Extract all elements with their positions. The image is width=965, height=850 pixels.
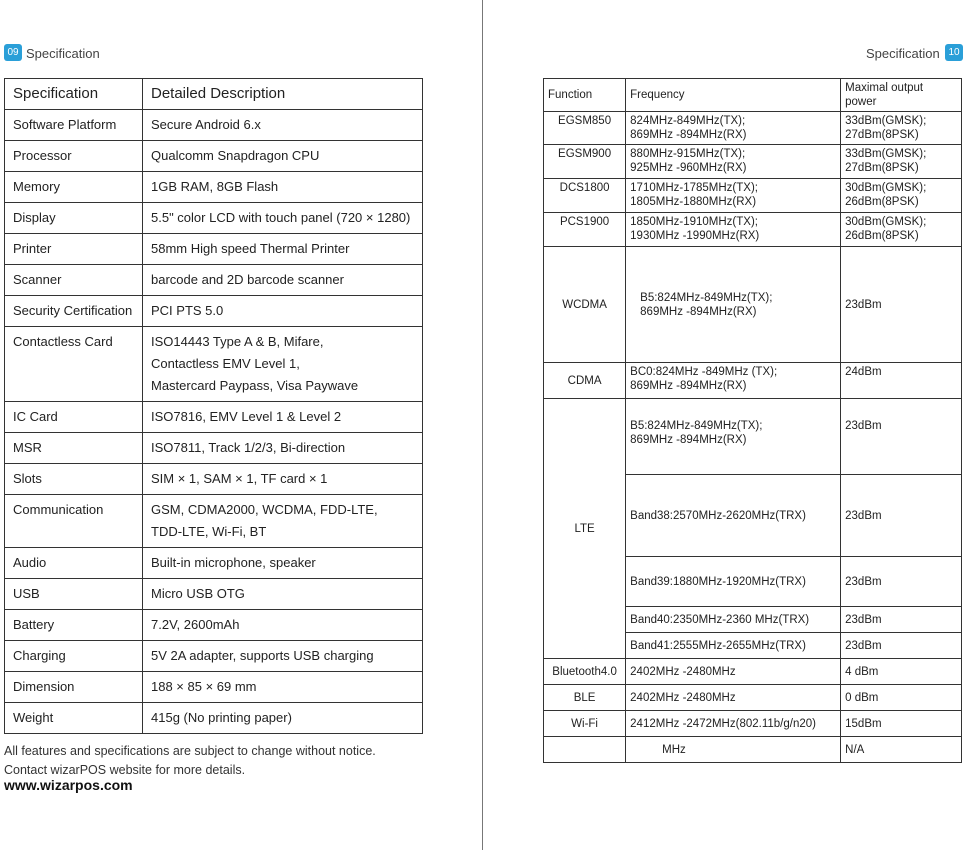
output-power: 0 dBm — [841, 685, 962, 711]
frequency-range: 2402MHz -2480MHz — [626, 659, 841, 685]
spec-name: Weight — [5, 703, 143, 734]
cell-line: 24dBm — [845, 366, 882, 378]
cell-line: 1710MHz-1785MHz(TX); — [630, 182, 758, 194]
cell-line: Qualcomm Snapdragon CPU — [151, 148, 320, 163]
table-row — [5, 495, 423, 548]
cell-line: Band40:2350MHz-2360 MHz(TRX) — [630, 613, 810, 626]
table-row — [5, 234, 423, 265]
cell-line: ISO7811, Track 1/2/3, Bi-direction — [151, 440, 346, 455]
output-power: 23dBm — [841, 607, 962, 633]
output-power: 15dBm — [841, 711, 962, 737]
table-row — [5, 672, 423, 703]
output-power: 4 dBm — [841, 659, 962, 685]
table-row — [544, 363, 962, 399]
table-row — [5, 579, 423, 610]
table-row — [5, 610, 423, 641]
page-number-badge-right: 10 — [945, 44, 963, 61]
disclaimer-line: All features and specifications are subject to change without notice. — [4, 744, 376, 758]
spec-description — [143, 610, 423, 641]
cell-line: 26dBm(8PSK) — [845, 196, 919, 208]
cell-line: Contactless EMV Level 1, — [151, 356, 300, 371]
spec-description — [143, 641, 423, 672]
page-header-left: Specification — [26, 46, 100, 61]
cell-line: Built-in microphone, speaker — [151, 555, 316, 570]
spec-description — [143, 141, 423, 172]
spec-description — [143, 203, 423, 234]
spec-description — [143, 296, 423, 327]
spec-description — [143, 172, 423, 203]
spec-description — [143, 579, 423, 610]
table-row — [544, 145, 962, 179]
cell-line: 1GB RAM, 8GB Flash — [151, 179, 279, 194]
cell-line: 824MHz-849MHz(TX); — [630, 115, 746, 127]
spec-name: IC Card — [5, 402, 143, 433]
cell-line: B5:824MHz-849MHz(TX); — [640, 291, 773, 304]
spec-name: Software Platform — [5, 110, 143, 141]
cell-line: B5:824MHz-849MHz(TX); — [630, 420, 763, 432]
frequency-range — [626, 213, 841, 247]
cell-line: 7.2V, 2600mAh — [151, 617, 240, 632]
column-header: Maximal output power — [841, 79, 962, 112]
cell-line: GSM, CDMA2000, WCDMA, FDD-LTE, — [151, 502, 378, 517]
output-power — [841, 179, 962, 213]
spec-description — [143, 234, 423, 265]
table-row — [5, 433, 423, 464]
frequency-range: 2402MHz -2480MHz — [626, 685, 841, 711]
function-name: EGSM900 — [544, 145, 626, 179]
page-divider — [482, 0, 483, 850]
spec-description — [143, 703, 423, 734]
table-header-row — [5, 79, 423, 110]
frequency-range — [626, 179, 841, 213]
cell-line: 30dBm(GMSK); — [845, 216, 927, 228]
frequency-range — [626, 247, 841, 363]
column-header: Function — [544, 79, 626, 112]
cell-line: 1930MHz -1990MHz(RX) — [630, 230, 760, 242]
spec-name: Printer — [5, 234, 143, 265]
frequency-range — [626, 633, 841, 659]
disclaimer-notes — [4, 742, 376, 780]
table-row — [5, 548, 423, 579]
table-row — [5, 203, 423, 234]
cell-line: Band39:1880MHz-1920MHz(TRX) — [630, 575, 806, 588]
cell-line: 415g (No printing paper) — [151, 710, 292, 725]
cell-line: 27dBm(8PSK) — [845, 129, 919, 141]
column-header: Specification — [5, 79, 143, 110]
table-row — [544, 213, 962, 247]
spec-name: Security Certification — [5, 296, 143, 327]
table-header-row — [544, 79, 962, 112]
cell-line: 58mm High speed Thermal Printer — [151, 241, 350, 256]
spec-name: Slots — [5, 464, 143, 495]
spec-description — [143, 433, 423, 464]
spec-description — [143, 548, 423, 579]
function-name: LTE — [544, 399, 626, 659]
table-row — [5, 265, 423, 296]
page-header-right: Specification — [866, 46, 940, 61]
spec-name: USB — [5, 579, 143, 610]
function-name: WCDMA — [544, 247, 626, 363]
table-row — [544, 247, 962, 363]
spec-name: Dimension — [5, 672, 143, 703]
table-row — [544, 737, 962, 763]
spec-name: Communication — [5, 495, 143, 548]
cell-line: 5V 2A adapter, supports USB charging — [151, 648, 374, 663]
cell-line: 30dBm(GMSK); — [845, 182, 927, 194]
table-row — [5, 464, 423, 495]
frequency-range — [626, 607, 841, 633]
spec-description — [143, 464, 423, 495]
cell-line: ISO7816, EMV Level 1 & Level 2 — [151, 409, 342, 424]
function-name: PCS1900 — [544, 213, 626, 247]
function-name: Bluetooth4.0 — [544, 659, 626, 685]
cell-line: 33dBm(GMSK); — [845, 115, 927, 127]
cell-line: 5.5" color LCD with touch panel (720 × 1280) — [151, 210, 411, 225]
output-power — [841, 112, 962, 145]
spec-description — [143, 672, 423, 703]
cell-line: 1805MHz-1880MHz(RX) — [630, 196, 757, 208]
output-power: 23dBm — [841, 399, 962, 475]
function-name: CDMA — [544, 363, 626, 399]
spec-description — [143, 265, 423, 296]
table-row — [5, 402, 423, 433]
function-name: BLE — [544, 685, 626, 711]
function-name — [544, 737, 626, 763]
table-row — [5, 327, 423, 402]
column-header: Frequency — [626, 79, 841, 112]
frequency-range — [626, 399, 841, 475]
output-power: 23dBm — [841, 557, 962, 607]
spec-name: Scanner — [5, 265, 143, 296]
cell-line: barcode and 2D barcode scanner — [151, 272, 344, 287]
cell-line: 869MHz -894MHz(RX) — [630, 380, 747, 392]
spec-name: Display — [5, 203, 143, 234]
function-name: DCS1800 — [544, 179, 626, 213]
spec-name: Battery — [5, 610, 143, 641]
table-row — [5, 703, 423, 734]
output-power: 23dBm — [841, 475, 962, 557]
table-row — [544, 685, 962, 711]
table-row — [5, 141, 423, 172]
frequency-range — [626, 363, 841, 399]
spec-description — [143, 110, 423, 141]
spec-description — [143, 327, 423, 402]
cell-line: 26dBm(8PSK) — [845, 230, 919, 242]
output-power — [841, 247, 962, 363]
output-power: 23dBm — [841, 633, 962, 659]
page-number-badge-left: 09 — [4, 44, 22, 61]
spec-description — [143, 402, 423, 433]
column-header: Detailed Description — [143, 79, 423, 110]
cell-line: Mastercard Paypass, Visa Paywave — [151, 378, 359, 393]
frequency-range — [626, 145, 841, 179]
cell-line: Band41:2555MHz-2655MHz(TRX) — [630, 639, 806, 652]
cell-line: 925MHz -960MHz(RX) — [630, 162, 747, 174]
output-power — [841, 363, 962, 399]
frequency-range — [626, 112, 841, 145]
output-power — [841, 145, 962, 179]
table-row — [5, 296, 423, 327]
frequency-range — [626, 557, 841, 607]
frequency-range: 2412MHz -2472MHz(802.11b/g/n20) — [626, 711, 841, 737]
table-row — [544, 179, 962, 213]
cell-line: 880MHz-915MHz(TX); — [630, 148, 746, 160]
function-name: EGSM850 — [544, 112, 626, 145]
cell-line: SIM × 1, SAM × 1, TF card × 1 — [151, 471, 328, 486]
specification-table — [4, 78, 423, 734]
cell-line: 33dBm(GMSK); — [845, 148, 927, 160]
frequency-range — [626, 475, 841, 557]
cell-line: BC0:824MHz -849MHz (TX); — [630, 366, 778, 378]
cell-line: 27dBm(8PSK) — [845, 162, 919, 174]
cell-line: 869MHz -894MHz(RX) — [640, 305, 757, 318]
spec-name: Processor — [5, 141, 143, 172]
cell-line: PCI PTS 5.0 — [151, 303, 224, 318]
cell-line: Band38:2570MHz-2620MHz(TRX) — [630, 509, 806, 522]
spec-description — [143, 495, 423, 548]
spec-name: Contactless Card — [5, 327, 143, 402]
cell-line: 869MHz -894MHz(RX) — [630, 129, 747, 141]
disclaimer-line: Contact wizarPOS website for more details. — [4, 763, 246, 777]
table-row — [544, 112, 962, 145]
output-power — [841, 213, 962, 247]
table-row — [544, 711, 962, 737]
table-row — [544, 659, 962, 685]
table-row — [5, 641, 423, 672]
cell-line: TDD-LTE, Wi-Fi, BT — [151, 524, 267, 539]
cell-line: Secure Android 6.x — [151, 117, 261, 132]
cell-line: 869MHz -894MHz(RX) — [630, 434, 747, 446]
spec-name: MSR — [5, 433, 143, 464]
table-row — [5, 172, 423, 203]
website-link[interactable]: www.wizarpos.com — [4, 777, 133, 793]
cell-line: 1850MHz-1910MHz(TX); — [630, 216, 758, 228]
frequency-range: MHz — [626, 737, 841, 763]
cell-line: Micro USB OTG — [151, 586, 245, 601]
spec-name: Charging — [5, 641, 143, 672]
frequency-table — [543, 78, 962, 763]
function-name: Wi-Fi — [544, 711, 626, 737]
cell-line: ISO14443 Type A & B, Mifare, — [151, 334, 324, 349]
lte-band-row — [544, 399, 962, 475]
spec-name: Memory — [5, 172, 143, 203]
cell-line: 23dBm — [845, 298, 882, 311]
output-power: N/A — [841, 737, 962, 763]
spec-name: Audio — [5, 548, 143, 579]
table-row — [5, 110, 423, 141]
cell-line: 188 × 85 × 69 mm — [151, 679, 257, 694]
